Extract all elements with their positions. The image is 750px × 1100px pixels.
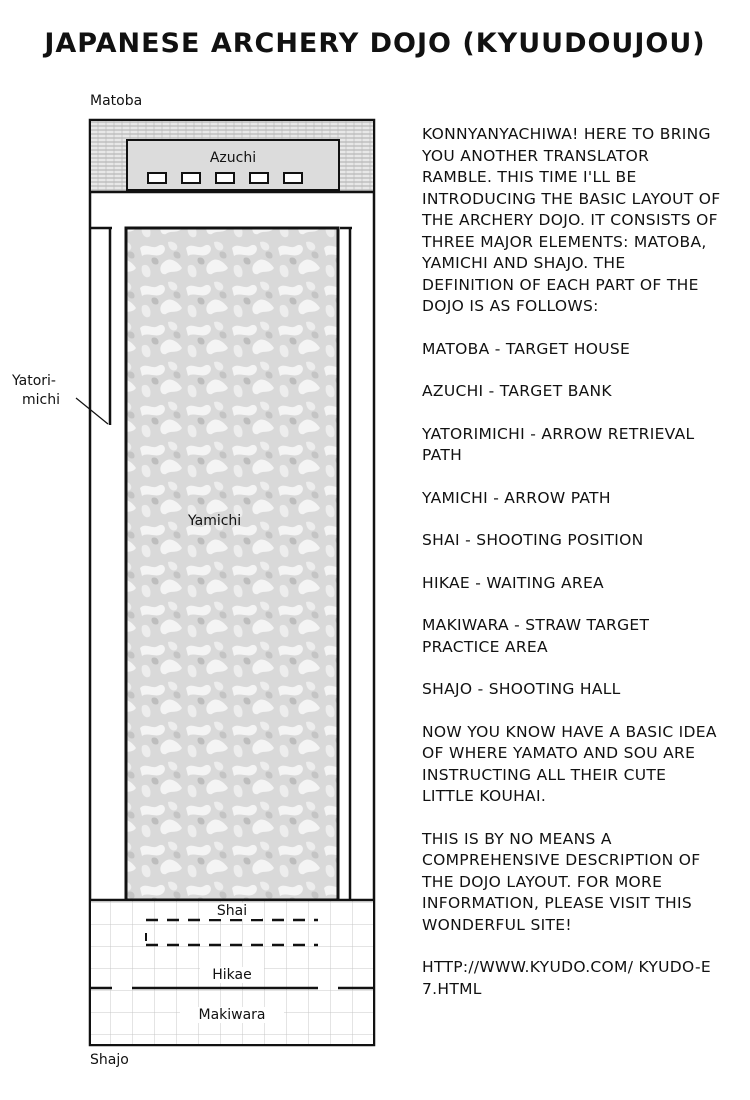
yamichi-field xyxy=(126,228,338,900)
target-4 xyxy=(250,173,268,183)
definition-matoba: MATOBA - TARGET HOUSE xyxy=(422,339,631,358)
page-title: JAPANESE ARCHERY DOJO (KYUUDOUJOU) xyxy=(44,28,706,59)
closing-paragraph-1: NOW YOU KNOW HAVE A BASIC IDEA OF WHERE YAMATO AND SOU ARE INSTRUCTING ALL THEIR CUTE LITTLE KOUHAI. xyxy=(422,722,717,805)
definition-yatorimichi: YATORIMICHI - ARROW RETRIEVAL PATH xyxy=(422,424,695,464)
definition-hikae: HIKAE - WAITING AREA xyxy=(422,573,604,592)
target-5 xyxy=(284,173,302,183)
definition-makiwara: MAKIWARA - STRAW TARGET PRACTICE AREA xyxy=(422,616,650,656)
makiwara-label: Makiwara xyxy=(180,1007,284,1023)
translator-notes xyxy=(422,124,722,1000)
closing-paragraph-2: THIS IS BY NO MEANS A COMPREHENSIVE DESCRIPTION OF THE DOJO LAYOUT. FOR MORE INFORMATION, PLEASE VISIT THIS WONDERFUL SITE! xyxy=(422,829,701,934)
shajo-label: Shajo xyxy=(90,1052,129,1068)
definition-shai: SHAI - SHOOTING POSITION xyxy=(422,531,644,549)
definition-azuchi: AZUCHI - TARGET BANK xyxy=(422,382,612,400)
azuchi-label: Azuchi xyxy=(209,150,257,166)
kyudo-link[interactable]: HTTP://WWW.KYUDO.COM/ KYUDO-E7.HTML xyxy=(422,958,711,998)
target-1 xyxy=(148,173,166,183)
intro-paragraph: KONNYANYACHIWA! HERE TO BRING YOU ANOTHER TRANSLATOR RAMBLE. THIS TIME I'LL BE INTRODUCING THE BASIC LAYOUT OF THE ARCHERY DOJO. IT CONSISTS OF THREE MAJOR ELEMENTS: MATOBA, YAMICHI AND SHAJO. THE DEFINITION OF EACH PART OF THE DOJO IS AS FOLLOWS: xyxy=(422,125,721,315)
target-2 xyxy=(182,173,200,183)
matoba-label: Matoba xyxy=(90,93,143,109)
yatorimichi-label-line1: Yatori- xyxy=(12,373,56,389)
target-3 xyxy=(216,173,234,183)
yatorimichi-label-line2: michi xyxy=(22,392,60,408)
shai-label: Shai xyxy=(202,903,262,919)
hikae-label: Hikae xyxy=(200,967,264,983)
definition-shajo: SHAJO - SHOOTING HALL xyxy=(422,680,621,698)
definition-yamichi: YAMICHI - ARROW PATH xyxy=(422,488,611,507)
yamichi-label: Yamichi xyxy=(188,513,242,529)
